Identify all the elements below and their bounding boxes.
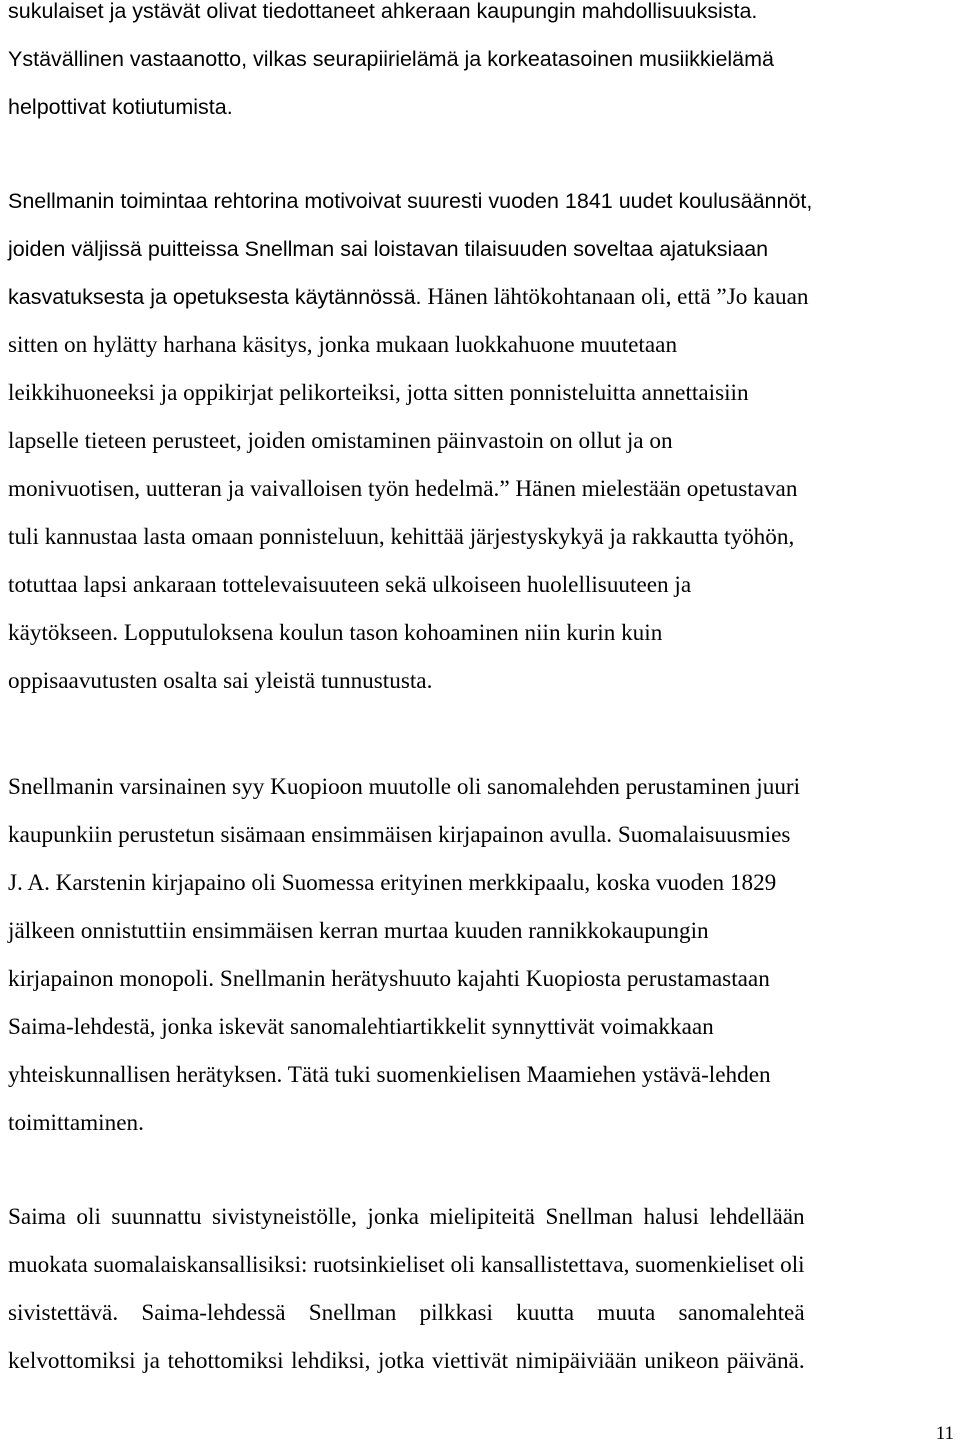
text-line bbox=[8, 811, 800, 859]
paragraph-1 bbox=[8, 0, 774, 131]
text-line bbox=[8, 417, 812, 465]
text-line bbox=[8, 1337, 805, 1385]
text-segment: kasvatuksesta ja opetuksesta käytännössä. bbox=[8, 285, 422, 309]
text-line bbox=[8, 1193, 805, 1241]
text-line bbox=[8, 657, 812, 705]
text-line bbox=[8, 609, 812, 657]
text-line bbox=[8, 225, 812, 273]
text-segment: monivuotisen, uutteran ja vaivalloisen työn hedelmä. bbox=[8, 476, 500, 502]
paragraph-2 bbox=[8, 177, 812, 705]
text-segment: joiden väljissä puitteissa Snellman sai loistavan tilaisuuden soveltaa ajatuksiaan bbox=[8, 237, 769, 261]
text-line bbox=[8, 35, 774, 83]
text-segment: Saima-lehdestä, jonka iskevät sanomalehtiartikkelit synnyttivät voimakkaan bbox=[8, 1014, 714, 1040]
text-segment: J. A. Karstenin kirjapaino oli Suomessa erityinen merkkipaalu, koska vuoden 1829 bbox=[8, 870, 777, 896]
text-line bbox=[8, 513, 812, 561]
text-line bbox=[8, 465, 812, 513]
text-segment: sitten on hylätty harhana käsitys, jonka mukaan luokkahuone muutetaan bbox=[8, 332, 678, 358]
text-line bbox=[8, 273, 812, 321]
text-segment: käytökseen. Lopputuloksena koulun tason kohoaminen niin kurin kuin bbox=[8, 620, 663, 646]
text-line bbox=[8, 1003, 800, 1051]
text-segment: Snellmanin varsinainen syy Kuopioon muutolle oli sanomalehden perustaminen juuri bbox=[8, 774, 801, 800]
text-segment: Snellmanin toimintaa rehtorina motivoivat suuresti vuoden 1841 uudet koulusäännöt, bbox=[8, 189, 813, 213]
text-line bbox=[8, 1099, 800, 1147]
text-segment: Ystävällinen vastaanotto, vilkas seurapiirielämä ja korkeatasoinen musiikkielämä bbox=[8, 47, 775, 71]
text-segment: sivistettävä. Saima-lehdessä Snellman pilkkasi kuutta muuta sanomalehteä bbox=[8, 1300, 805, 1326]
text-line bbox=[8, 1241, 805, 1289]
text-line bbox=[8, 561, 812, 609]
text-line bbox=[8, 907, 800, 955]
text-line bbox=[8, 369, 812, 417]
text-segment: kelvottomiksi ja tehottomiksi lehdiksi, jotka viettivät nimipäiviään unikeon päivänä. bbox=[8, 1348, 805, 1374]
text-segment: oppisaavutusten osalta sai yleistä tunnustusta. bbox=[8, 668, 433, 694]
text-line bbox=[8, 1051, 800, 1099]
text-segment: kaupunkiin perustetun sisämaan ensimmäisen kirjapainon avulla. Suomalaisuusmies bbox=[8, 822, 791, 848]
text-segment: yhteiskunnallisen herätyksen. Tätä tuki suomenkielisen Maamiehen ystävä-lehden bbox=[8, 1062, 771, 1088]
paragraph-4 bbox=[8, 1193, 805, 1385]
paragraph-3 bbox=[8, 763, 800, 1147]
text-line bbox=[8, 763, 800, 811]
text-line bbox=[8, 83, 774, 131]
text-segment: Hänen lähtökohtanaan oli, että ”Jo kauan bbox=[421, 284, 809, 310]
text-line bbox=[8, 0, 774, 35]
text-line bbox=[8, 177, 812, 225]
text-line bbox=[8, 321, 812, 369]
text-line bbox=[8, 1289, 805, 1337]
text-segment: muokata suomalaiskansallisiksi: ruotsinkieliset oli kansallistettava, suomenkieliset oli bbox=[8, 1252, 805, 1278]
text-segment: jälkeen onnistuttiin ensimmäisen kerran murtaa kuuden rannikkokaupungin bbox=[8, 918, 709, 944]
text-segment: kirjapainon monopoli. Snellmanin herätyshuuto kajahti Kuopiosta perustamastaan bbox=[8, 966, 770, 992]
page-number: 11 bbox=[935, 1423, 954, 1444]
text-line bbox=[8, 955, 800, 1003]
text-line bbox=[8, 859, 800, 907]
text-segment: Saima oli suunnattu sivistyneistölle, jonka mielipiteitä Snellman halusi lehdellään bbox=[8, 1204, 805, 1230]
text-segment: totuttaa lapsi ankaraan tottelevaisuuteen sekä ulkoiseen huolellisuuteen ja bbox=[8, 572, 692, 598]
text-segment: toimittaminen. bbox=[8, 1110, 144, 1136]
text-segment: leikkihuoneeksi ja oppikirjat pelikorteiksi, jotta sitten ponnisteluitta annettaisiin bbox=[8, 380, 749, 406]
text-segment: tuli kannustaa lasta omaan ponnisteluun, kehittää järjestyskykyä ja rakkautta työhön, bbox=[8, 524, 795, 550]
text-segment: lapselle tieteen perusteet, joiden omistaminen päinvastoin on ollut ja on bbox=[8, 428, 673, 454]
text-segment: ” Hänen mielestään opetustavan bbox=[499, 476, 798, 502]
text-segment: sukulaiset ja ystävät olivat tiedottaneet ahkeraan kaupungin mahdollisuuksista. bbox=[8, 0, 758, 23]
text-segment: helpottivat kotiutumista. bbox=[8, 95, 233, 119]
